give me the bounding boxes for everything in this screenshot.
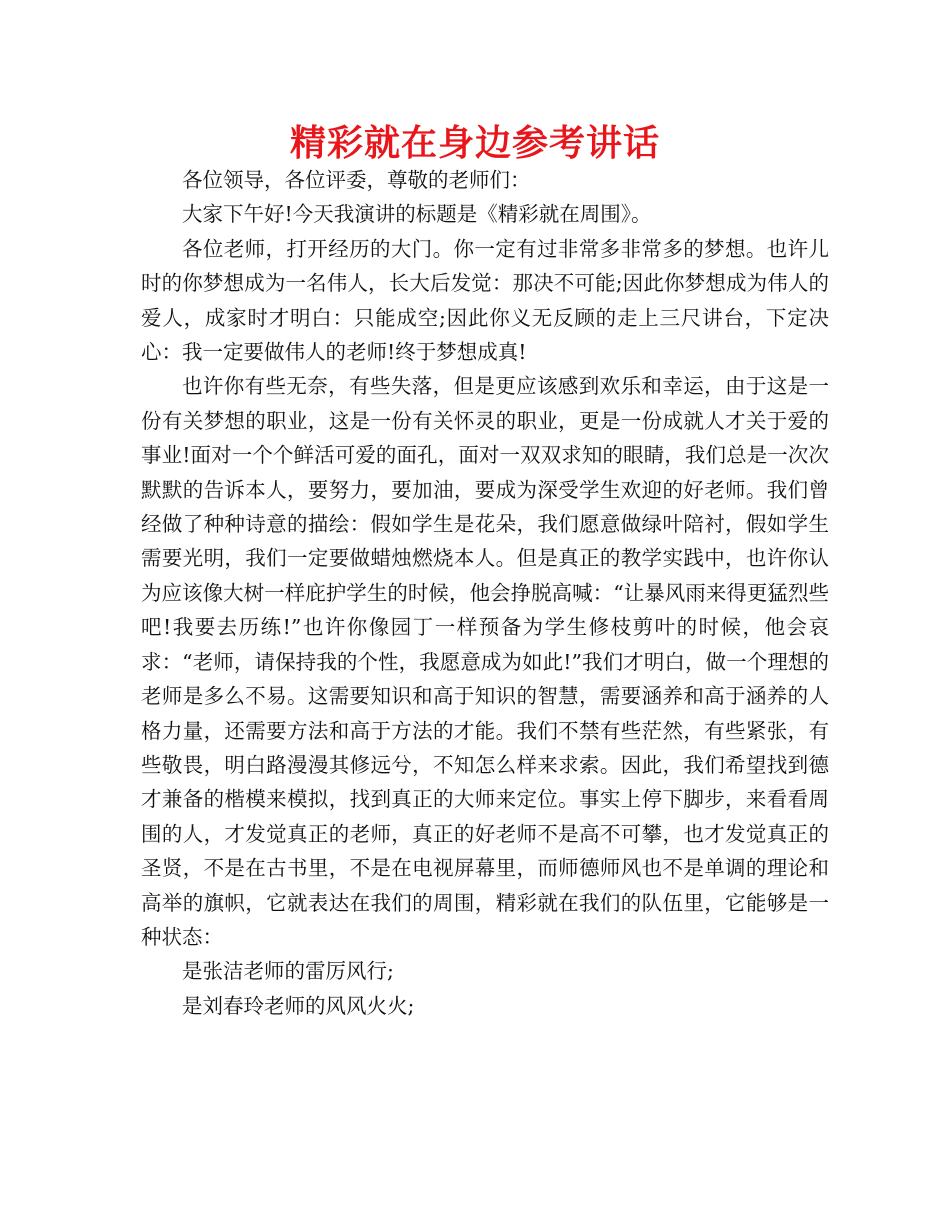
body-paragraph: 是刘春玲老师的风风火火; [182, 993, 415, 1018]
salutation-paragraph: 各位领导，各位评委，尊敬的老师们： [182, 168, 531, 192]
greeting-paragraph: 大家下午好!今天我演讲的标题是《精彩就在周围》。 [182, 202, 652, 227]
document-body [141, 163, 829, 1023]
body-paragraph: 各位老师，打开经历的大门。你一定有过非常多非常多的梦想。也许儿时的你梦想成为一名伟人，长大后发觉：那决不可能;因此你梦想成为伟人的爱人，成家时才明白：只能成空;因此你义无反顾的走上三尺讲台，下定决心：我一定要做伟人的老师!终于梦想成真! [141, 236, 829, 365]
body-paragraph: 是张洁老师的雷厉风行; [182, 959, 394, 984]
body-paragraph: 也许你有些无奈，有些失落，但是更应该感到欢乐和幸运，由于这是一份有关梦想的职业，这是一份有关怀灵的职业，更是一份成就人才关于爱的事业!面对一个个鲜活可爱的面孔，面对一双双求知的眼睛，我们总是一次次默默的告诉本人，要努力，要加油，要成为深受学生欢迎的好老师。我们曾经做了种种诗意的描绘：假如学生是花朵，我们愿意做绿叶陪衬，假如学生需要光明，我们一定要做蜡烛燃烧本人。但是真正的教学实践中，也许你认为应该像大树一样庇护学生的时候，他会挣脱高喊：“让暴风雨来得更猛烈些吧!我要去历练!”也许你像园丁一样预备为学生修枝剪叶的时候，他会哀求：“老师，请保持我的个性，我愿意成为如此!”我们才明白，做一个理想的老师是多么不易。这需要知识和高于知识的智慧，需要涵养和高于涵养的人格力量，还需要方法和高于方法的才能。我们不禁有些茫然，有些紧张，有些敬畏，明白路漫漫其修远兮，不知怎么样来求索。因此，我们希望找到德才兼备的楷模来模拟，找到真正的大师来定位。事实上停下脚步，来看看周围的人，才发觉真正的老师，真正的好老师不是高不可攀，也才发觉真正的圣贤，不是在古书里，不是在电视屏幕里，而师德师风也不是单调的理论和高举的旗帜，它就表达在我们的周围，精彩就在我们的队伍里，它能够是一种状态： [141, 374, 829, 949]
document-title: 精彩就在身边参考讲话 [289, 123, 660, 164]
